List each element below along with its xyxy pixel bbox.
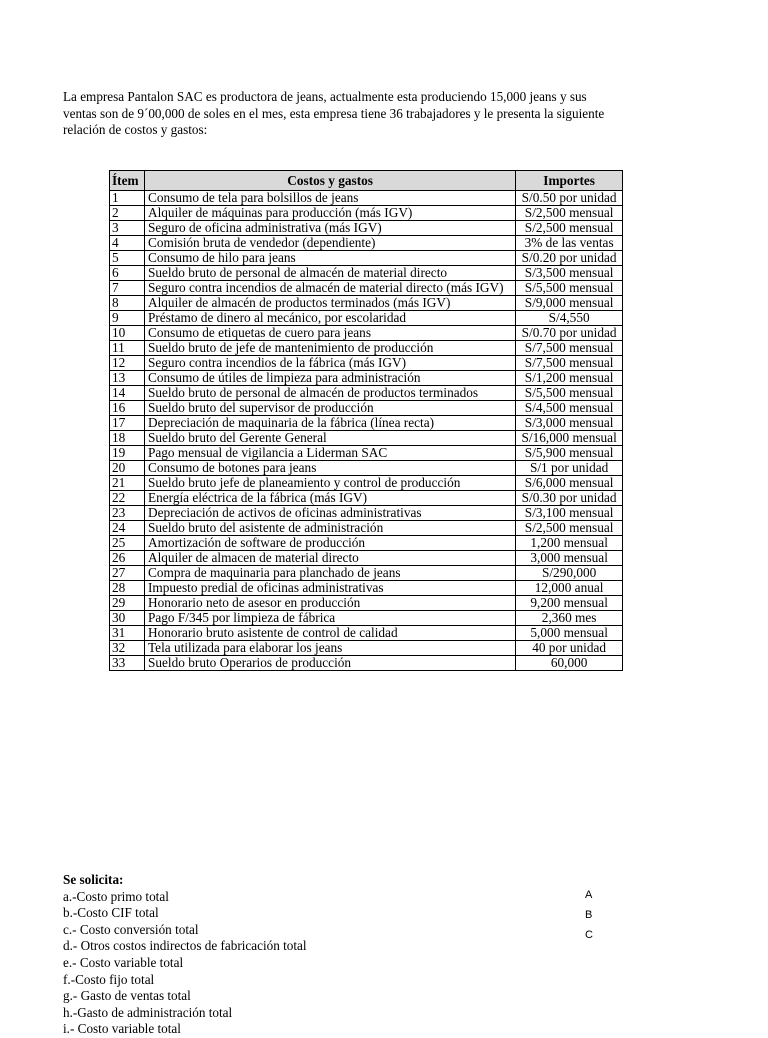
row-desc: Sueldo bruto del asistente de administración (144, 521, 515, 536)
row-amount: S/2,500 mensual (516, 521, 623, 536)
row-amount: S/290,000 (516, 566, 623, 581)
side-letter: A (585, 889, 593, 901)
row-amount: S/0.20 por unidad (516, 251, 623, 266)
row-item: 25 (110, 536, 145, 551)
row-amount: S/2,500 mensual (516, 206, 623, 221)
header-item: Ítem (110, 171, 145, 191)
row-item: 4 (110, 236, 145, 251)
header-desc: Costos y gastos (144, 171, 515, 191)
request-item: i.- Costo variable total (63, 1021, 181, 1037)
row-item: 2 (110, 206, 145, 221)
row-item: 28 (110, 581, 145, 596)
row-item: 16 (110, 401, 145, 416)
row-amount: S/6,000 mensual (516, 476, 623, 491)
row-item: 8 (110, 296, 145, 311)
row-desc: Amortización de software de producción (144, 536, 515, 551)
row-item: 11 (110, 341, 145, 356)
side-letter: B (585, 909, 593, 921)
request-item: h.-Gasto de administración total (63, 1004, 233, 1020)
row-desc: Sueldo bruto del Gerente General (144, 431, 515, 446)
row-item: 21 (110, 476, 145, 491)
intro-paragraph: La empresa Pantalon SAC es productora de jeans, actualmente esta produciendo 15,000 jeans y sus ventas son de 9´00,000 de soles en el mes, esta empresa tiene 36 trabajadores y le presenta la siguiente relación de costos y gastos: (63, 89, 605, 137)
row-item: 14 (110, 386, 145, 401)
request-item: b.-Costo CIF total (63, 905, 159, 921)
row-item: 9 (110, 311, 145, 326)
row-desc: Pago mensual de vigilancia a Liderman SAC (144, 446, 515, 461)
requests-section (63, 872, 307, 1038)
row-amount: 2,360 mes (516, 611, 623, 626)
table-row (110, 341, 623, 356)
table-row (110, 566, 623, 581)
row-desc: Comisión bruta de vendedor (dependiente) (144, 236, 515, 251)
row-item: 6 (110, 266, 145, 281)
row-desc: Consumo de hilo para jeans (144, 251, 515, 266)
row-amount: 40 por unidad (516, 641, 623, 656)
table-body (110, 191, 623, 671)
table-row (110, 521, 623, 536)
row-amount: S/5,500 mensual (516, 281, 623, 296)
table-row (110, 611, 623, 626)
row-desc: Sueldo bruto Operarios de producción (144, 656, 515, 671)
table-row (110, 506, 623, 521)
table-row (110, 266, 623, 281)
row-desc: Sueldo bruto de personal de almacén de material directo (144, 266, 515, 281)
request-item: e.- Costo variable total (63, 954, 184, 970)
row-item: 26 (110, 551, 145, 566)
request-item: d.- Otros costos indirectos de fabricación total (63, 938, 307, 954)
table-row (110, 206, 623, 221)
row-desc: Compra de maquinaria para planchado de jeans (144, 566, 515, 581)
row-item: 1 (110, 191, 145, 206)
row-desc: Impuesto predial de oficinas administrativas (144, 581, 515, 596)
row-desc: Consumo de útiles de limpieza para administración (144, 371, 515, 386)
row-desc: Sueldo bruto del supervisor de producción (144, 401, 515, 416)
table-row (110, 251, 623, 266)
row-amount: S/3,100 mensual (516, 506, 623, 521)
table-row (110, 656, 623, 671)
row-desc: Alquiler de almacén de productos terminados (más IGV) (144, 296, 515, 311)
row-desc: Alquiler de almacen de material directo (144, 551, 515, 566)
row-desc: Seguro contra incendios de almacén de material directo (más IGV) (144, 281, 515, 296)
row-amount: S/5,500 mensual (516, 386, 623, 401)
row-amount: S/4,550 (516, 311, 623, 326)
row-item: 3 (110, 221, 145, 236)
row-desc: Seguro contra incendios de la fábrica (más IGV) (144, 356, 515, 371)
row-desc: Seguro de oficina administrativa (más IGV) (144, 221, 515, 236)
row-amount: 3,000 mensual (516, 551, 623, 566)
row-amount: 12,000 anual (516, 581, 623, 596)
table-row (110, 491, 623, 506)
row-item: 10 (110, 326, 145, 341)
row-amount: 5,000 mensual (516, 626, 623, 641)
table-row (110, 371, 623, 386)
row-amount: S/7,500 mensual (516, 356, 623, 371)
row-amount: S/1,200 mensual (516, 371, 623, 386)
row-desc: Sueldo bruto de jefe de mantenimiento de producción (144, 341, 515, 356)
row-amount: 60,000 (516, 656, 623, 671)
table-row (110, 416, 623, 431)
table-row (110, 446, 623, 461)
row-item: 29 (110, 596, 145, 611)
row-amount: 9,200 mensual (516, 596, 623, 611)
table-row (110, 551, 623, 566)
row-amount: S/3,000 mensual (516, 416, 623, 431)
request-item: a.-Costo primo total (63, 888, 169, 904)
row-amount: 1,200 mensual (516, 536, 623, 551)
table-row (110, 476, 623, 491)
row-desc: Energía eléctrica de la fábrica (más IGV) (144, 491, 515, 506)
row-desc: Sueldo bruto jefe de planeamiento y control de producción (144, 476, 515, 491)
side-letters (585, 885, 593, 945)
row-item: 24 (110, 521, 145, 536)
table-row (110, 311, 623, 326)
row-item: 17 (110, 416, 145, 431)
row-item: 32 (110, 641, 145, 656)
row-item: 18 (110, 431, 145, 446)
row-desc: Sueldo bruto de personal de almacén de productos terminados (144, 386, 515, 401)
row-desc: Honorario bruto asistente de control de calidad (144, 626, 515, 641)
row-desc: Pago F/345 por limpieza de fábrica (144, 611, 515, 626)
row-item: 22 (110, 491, 145, 506)
row-desc: Consumo de etiquetas de cuero para jeans (144, 326, 515, 341)
row-amount: S/7,500 mensual (516, 341, 623, 356)
table-row (110, 386, 623, 401)
table-row (110, 356, 623, 371)
request-item: f.-Costo fijo total (63, 971, 155, 987)
row-amount: S/0.70 por unidad (516, 326, 623, 341)
table-row (110, 296, 623, 311)
table-row (110, 326, 623, 341)
row-amount: S/9,000 mensual (516, 296, 623, 311)
table-row (110, 401, 623, 416)
table-row (110, 431, 623, 446)
row-amount: S/3,500 mensual (516, 266, 623, 281)
table-row (110, 281, 623, 296)
table-row (110, 581, 623, 596)
table-row (110, 221, 623, 236)
row-item: 5 (110, 251, 145, 266)
row-desc: Depreciación de activos de oficinas administrativas (144, 506, 515, 521)
row-item: 13 (110, 371, 145, 386)
row-desc: Consumo de tela para bolsillos de jeans (144, 191, 515, 206)
row-amount: S/0.50 por unidad (516, 191, 623, 206)
table-row (110, 191, 623, 206)
row-amount: S/4,500 mensual (516, 401, 623, 416)
request-item: c.- Costo conversión total (63, 921, 199, 937)
row-item: 12 (110, 356, 145, 371)
requests-list (63, 889, 307, 1038)
row-desc: Alquiler de máquinas para producción (más IGV) (144, 206, 515, 221)
row-desc: Depreciación de maquinaria de la fábrica (línea recta) (144, 416, 515, 431)
table-header-row (110, 171, 623, 191)
row-amount: S/1 por unidad (516, 461, 623, 476)
table-row (110, 461, 623, 476)
side-letter: C (585, 929, 593, 941)
row-item: 33 (110, 656, 145, 671)
row-desc: Honorario neto de asesor en producción (144, 596, 515, 611)
costs-table (109, 170, 623, 671)
row-amount: S/16,000 mensual (516, 431, 623, 446)
table-row (110, 626, 623, 641)
table-row (110, 536, 623, 551)
row-amount: S/5,900 mensual (516, 446, 623, 461)
row-item: 7 (110, 281, 145, 296)
row-item: 30 (110, 611, 145, 626)
row-desc: Préstamo de dinero al mecánico, por escolaridad (144, 311, 515, 326)
row-item: 19 (110, 446, 145, 461)
table-row (110, 641, 623, 656)
row-amount: 3% de las ventas (516, 236, 623, 251)
row-desc: Consumo de botones para jeans (144, 461, 515, 476)
row-amount: S/0.30 por unidad (516, 491, 623, 506)
table-row (110, 236, 623, 251)
row-desc: Tela utilizada para elaborar los jeans (144, 641, 515, 656)
row-item: 31 (110, 626, 145, 641)
header-amount: Importes (516, 171, 623, 191)
row-item: 23 (110, 506, 145, 521)
requests-title: Se solicita: (63, 872, 124, 887)
row-item: 27 (110, 566, 145, 581)
request-item: g.- Gasto de ventas total (63, 988, 191, 1004)
row-item: 20 (110, 461, 145, 476)
table-row (110, 596, 623, 611)
row-amount: S/2,500 mensual (516, 221, 623, 236)
